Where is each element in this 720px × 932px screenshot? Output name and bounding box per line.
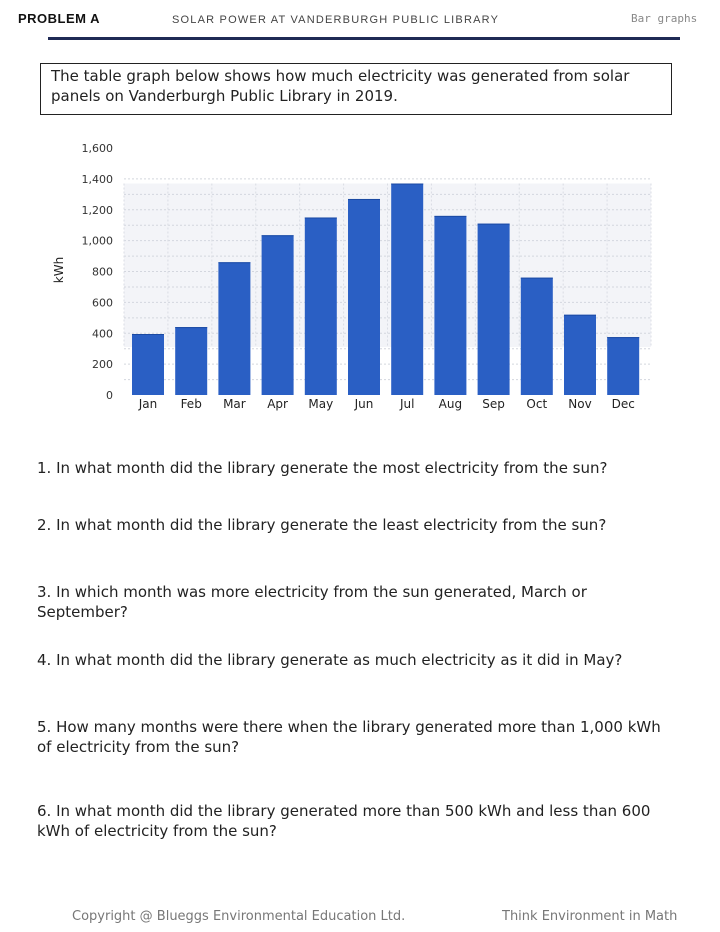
question-3: 3. In which month was more electricity from the sun generated, March or September? — [37, 583, 587, 621]
x-tick-label: Sep — [482, 397, 505, 411]
y-tick-label: 1,200 — [81, 203, 113, 217]
y-tick-label: 600 — [92, 296, 113, 310]
header-rule — [48, 37, 680, 40]
bar-aug — [434, 216, 466, 395]
y-tick-label: 200 — [92, 358, 113, 372]
topic-tag: Bar graphs — [631, 12, 698, 25]
question-1: 1. In what month did the library generate the most electricity from the sun? — [37, 459, 608, 477]
bar-may — [305, 217, 337, 395]
question-4: 4. In what month did the library generate as much electricity as it did in May? — [37, 651, 623, 669]
bar-jul — [391, 184, 423, 395]
x-tick-label: Apr — [267, 397, 288, 411]
x-tick-label: Feb — [180, 397, 202, 411]
x-tick-label: Jan — [138, 397, 158, 411]
question-2: 2. In what month did the library generate the least electricity from the sun? — [37, 516, 607, 534]
bar-jun — [348, 199, 380, 395]
bar-feb — [175, 327, 207, 395]
worksheet-title: SOLAR POWER AT VANDERBURGH PUBLIC LIBRARY — [172, 14, 500, 26]
question-6: 6. In what month did the library generated more than 500 kWh and less than 600 kWh of electricity from the sun? — [37, 802, 651, 840]
y-tick-label: 800 — [92, 265, 113, 279]
x-tick-label: May — [308, 397, 334, 411]
problem-label: PROBLEM A — [18, 11, 101, 26]
bar-sep — [478, 224, 510, 395]
bar-apr — [262, 235, 294, 395]
copyright-text: Copyright @ Blueggs Environmental Education Ltd. — [72, 909, 406, 924]
x-tick-label: Aug — [438, 397, 463, 411]
x-tick-label: Oct — [526, 397, 548, 411]
question-5: 5. How many months were there when the library generated more than 1,000 kWh of electricity from the sun? — [37, 718, 661, 756]
bar-chart — [0, 130, 720, 420]
bar-jan — [132, 334, 164, 395]
x-tick-label: Mar — [223, 397, 246, 411]
bar-mar — [218, 262, 250, 395]
y-tick-label: 1,400 — [81, 172, 113, 186]
x-tick-label: Nov — [568, 397, 592, 411]
x-tick-label: Jul — [399, 397, 415, 411]
y-tick-label: 1,000 — [81, 234, 113, 248]
x-tick-label: Jun — [354, 397, 374, 411]
y-tick-label: 0 — [106, 389, 113, 402]
bar-oct — [521, 278, 553, 395]
y-tick-label: 1,600 — [81, 142, 113, 155]
intro-text: The table graph below shows how much electricity was generated from solar panels on Vanderburgh Public Library in 2019. — [40, 63, 672, 115]
chart-svg — [0, 130, 720, 420]
bar-nov — [564, 315, 596, 395]
x-tick-label: Dec — [611, 397, 635, 411]
footer-slogan: Think Environment in Math — [502, 909, 678, 924]
bar-dec — [607, 337, 639, 395]
y-axis-label: kWh — [52, 256, 66, 284]
y-tick-label: 400 — [92, 327, 113, 341]
